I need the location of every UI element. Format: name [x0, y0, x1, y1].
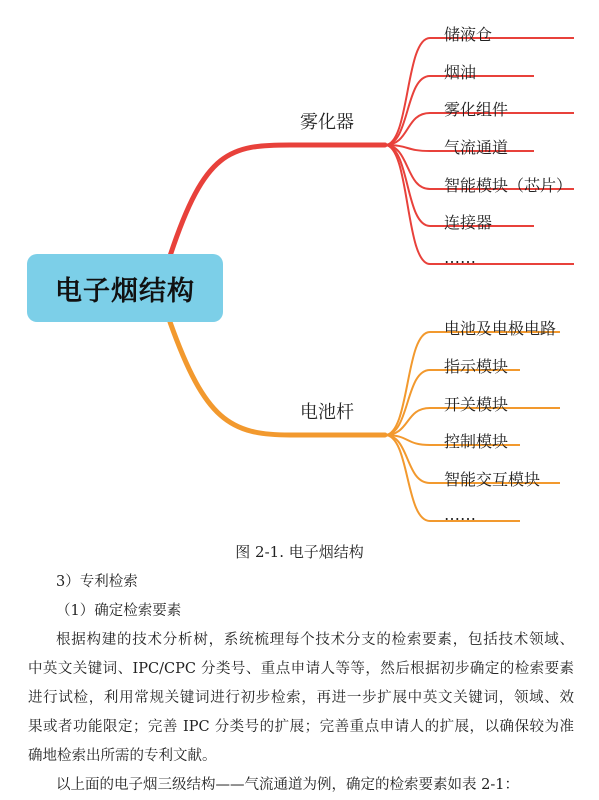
- leaf-battery-4: 控制模块: [444, 432, 509, 451]
- root-to-atomizer-connector: [170, 145, 385, 256]
- paragraph-line: 确地检索出所需的专利文献。: [28, 748, 217, 764]
- battery-leaf-connector: [385, 332, 560, 435]
- branch-battery-label: 电池杆: [300, 402, 354, 423]
- root-node-label: 电子烟结构: [55, 275, 195, 307]
- leaf-atomizer-2: 烟油: [444, 63, 477, 82]
- leaf-atomizer-7: ……: [444, 248, 476, 267]
- leaf-atomizer-4: 气流通道: [444, 138, 509, 157]
- paragraph-line: 中英文关键词、IPC/CPC 分类号、重点申请人等等，然后根据初步确定的检索要素: [28, 661, 574, 677]
- leaf-battery-2: 指示模块: [444, 357, 509, 376]
- body-text: [28, 568, 574, 800]
- leaf-atomizer-3: 雾化组件: [444, 100, 509, 119]
- figure-caption: 图 2-1. 电子烟结构: [235, 543, 364, 561]
- paragraph: [28, 626, 574, 771]
- leaf-battery-5: 智能交互模块: [444, 470, 541, 489]
- leaf-atomizer-5: 智能模块（芯片）: [444, 176, 573, 195]
- subsection-heading: （1）确定检索要素: [56, 603, 182, 619]
- leaf-battery-6: ……: [444, 505, 476, 524]
- paragraph-line: 进行试检，利用常规关键词进行初步检索，再进一步扩展中英文关键词，领域、效: [28, 690, 574, 706]
- branch-atomizer-label: 雾化器: [300, 112, 354, 133]
- paragraph-line: 根据构建的技术分析树，系统梳理每个技术分支的检索要素，包括技术领域、: [56, 632, 574, 648]
- closing-line: 以上面的电子烟三级结构——气流通道为例，确定的检索要素如表 2-1：: [56, 777, 519, 793]
- leaf-atomizer-1: 储液仓: [444, 25, 493, 44]
- root-node: [27, 254, 223, 322]
- section-heading: 3）专利检索: [56, 574, 138, 590]
- leaf-atomizer-6: 连接器: [444, 213, 493, 232]
- paragraph-line: 果或者功能限定；完善 IPC 分类号的扩展；完善重点申请人的扩展，以确保较为准: [28, 719, 574, 735]
- leaf-battery-3: 开关模块: [444, 395, 509, 414]
- leaf-battery-1: 电池及电极电路: [444, 319, 557, 338]
